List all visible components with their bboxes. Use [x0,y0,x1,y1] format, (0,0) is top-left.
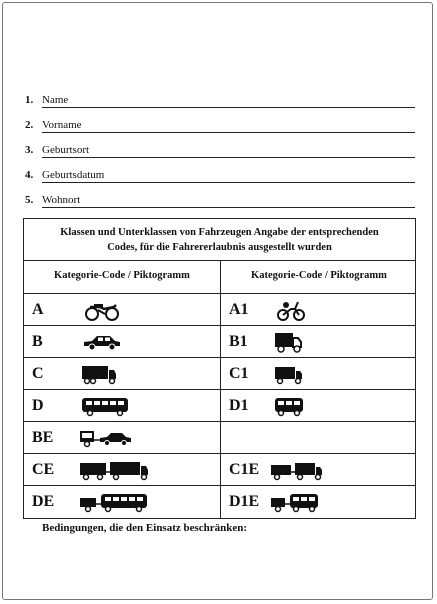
class-cell-D1E [221,486,417,518]
class-cell-BE [24,422,220,454]
field-underline [42,157,415,158]
category-code: C1 [229,365,249,382]
category-code: B1 [229,333,248,350]
field-underline [42,207,415,208]
vehicle-class-table [23,218,416,519]
category-code: C1E [229,461,260,478]
small-truck-with-trailer-icon [269,458,349,482]
class-cell-C [24,358,220,390]
field-geburtsdatum [25,169,415,183]
class-cell-A1 [221,294,417,326]
truck-with-trailer-icon [78,458,158,482]
category-code: D1E [229,493,260,510]
category-code: A [32,301,44,318]
column-header-right: Kategorie-Code / Piktogramm [251,270,387,281]
class-cell-B1 [221,326,417,358]
bus-icon [78,394,158,418]
license-document-page [2,2,433,600]
field-number: 4. [25,169,34,181]
category-code: B [32,333,43,350]
class-cell-CE [24,454,220,486]
truck-icon [78,362,158,386]
field-vorname [25,119,415,133]
category-code: DE [32,493,55,510]
category-code: C [32,365,44,382]
bus-with-trailer-icon [78,490,158,514]
table-title-line-2: Codes, für die Fahrererlaubnis ausgestellt wurden [107,242,332,253]
class-cell-empty [221,422,417,454]
category-code: BE [32,429,54,446]
field-label: Geburtsdatum [42,169,105,181]
class-cell-D1 [221,390,417,422]
van-icon [269,330,349,354]
category-code: A1 [229,301,249,318]
field-wohnort [25,194,415,208]
field-underline [42,182,415,183]
field-label: Geburtsort [42,144,90,156]
field-underline [42,107,415,108]
class-cell-DE [24,486,220,518]
motorcycle-icon [78,298,158,322]
class-cell-C1 [221,358,417,390]
class-cell-D [24,390,220,422]
minibus-icon [269,394,349,418]
field-number: 3. [25,144,34,156]
table-title-line-1: Klassen und Unterklassen von Fahrzeugen Angabe der entsprechenden [60,227,379,238]
car-with-trailer-icon [78,426,158,450]
category-code: CE [32,461,55,478]
car-icon [78,330,158,354]
field-number: 1. [25,94,34,106]
field-underline [42,132,415,133]
category-code: D [32,397,44,414]
class-cell-C1E [221,454,417,486]
small-truck-icon [269,362,349,386]
field-label: Vorname [42,119,82,131]
field-number: 5. [25,194,34,206]
column-header-left: Kategorie-Code / Piktogramm [54,270,190,281]
moped-icon [269,298,349,322]
class-cell-A [24,294,220,326]
field-name [25,94,415,108]
field-number: 2. [25,119,34,131]
conditions-label: Bedingungen, die den Einsatz beschränken: [42,522,248,534]
field-label: Wohnort [42,194,81,206]
minibus-with-trailer-icon [269,490,349,514]
table-title [24,225,415,255]
field-geburtsort [25,144,415,158]
class-cell-B [24,326,220,358]
category-code: D1 [229,397,249,414]
field-label: Name [42,94,69,106]
